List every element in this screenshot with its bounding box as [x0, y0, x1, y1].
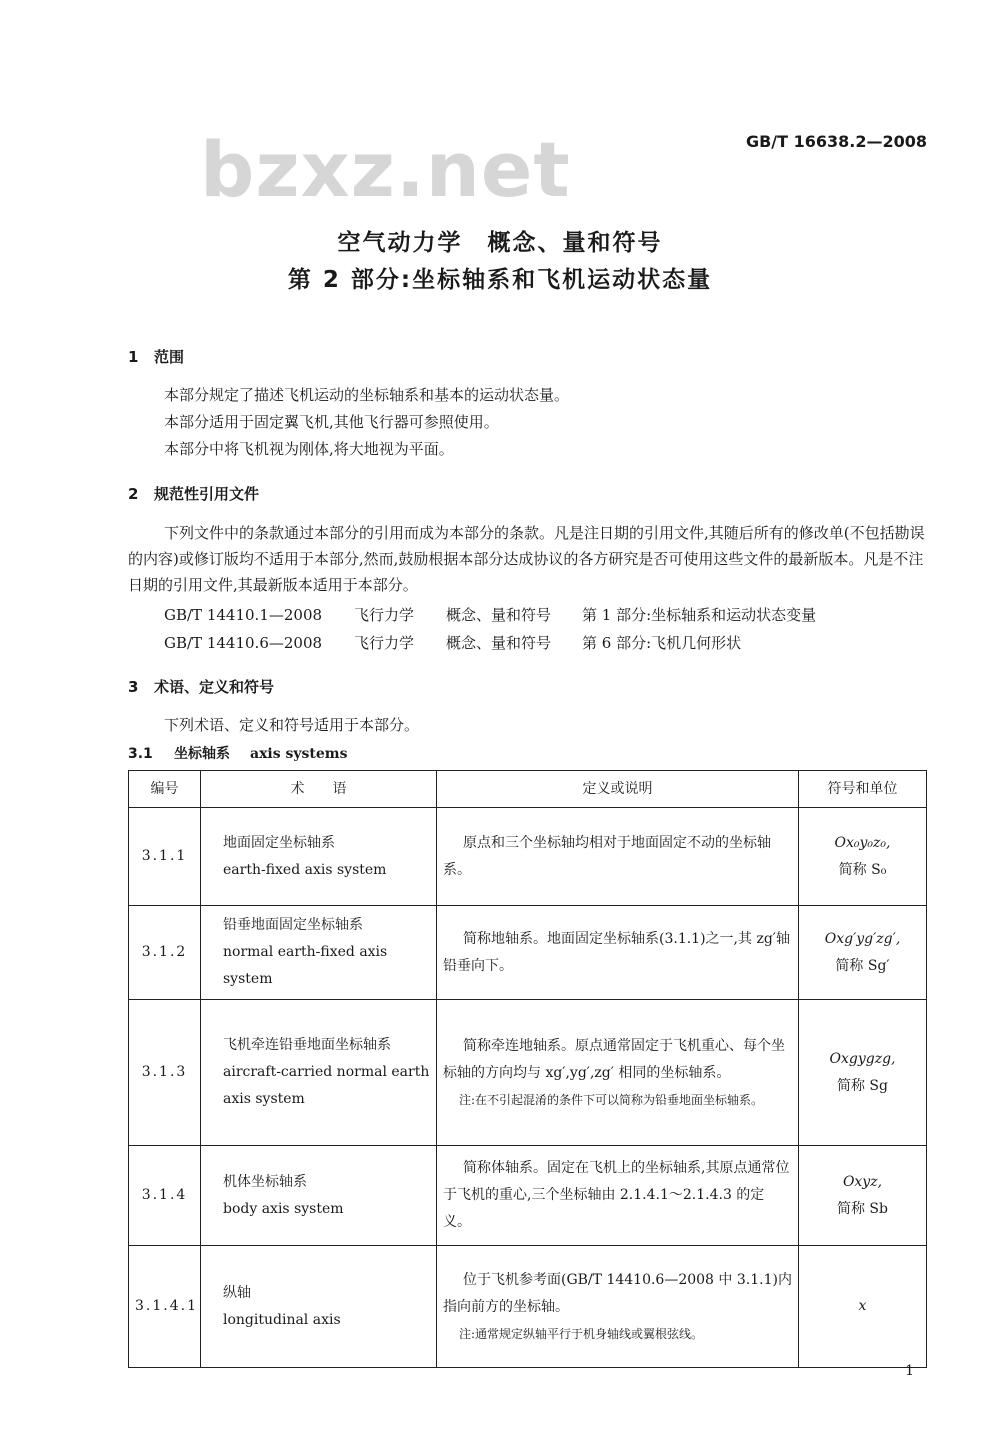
- standard-number: GB/T 16638.2—2008: [745, 132, 927, 151]
- section-heading-normative-references: [128, 483, 259, 504]
- section-number: 3: [128, 678, 139, 696]
- symbol-abbreviation: 简称 S₀: [838, 861, 887, 878]
- term-zh: 纵轴: [223, 1284, 251, 1301]
- term-en: aircraft-carried normal earth axis system: [223, 1064, 430, 1107]
- term-cell: [201, 906, 437, 1000]
- table-header-row: [129, 771, 927, 808]
- symbol: Oxgygzg,: [829, 1050, 896, 1067]
- definition-text: 简称体轴系。固定在飞机上的坐标轴系,其原点通常位于飞机的重心,三个坐标轴由 2.1.4.1～2.1.4.3 的定义。: [443, 1160, 790, 1230]
- definition-note: 注:在不引起混淆的条件下可以简称为铅垂地面坐标轴系。: [459, 1092, 764, 1107]
- definition-text: 简称地轴系。地面固定坐标轴系(3.1.1)之一,其 zg′轴铅垂向下。: [443, 930, 790, 974]
- section-heading-scope: [128, 346, 184, 367]
- watermark: bzxz.net: [200, 125, 571, 214]
- definition-text: 原点和三个坐标轴均相对于地面固定不动的坐标轴系。: [443, 834, 771, 878]
- term-number: 3.1.1: [129, 808, 201, 906]
- paragraph: 下列术语、定义和符号适用于本部分。: [164, 716, 420, 734]
- reference-part: 第 1 部分:坐标轴系和运动状态变量: [582, 606, 817, 624]
- symbol-cell: [799, 808, 927, 906]
- definition-cell: [437, 808, 799, 906]
- definition-cell: [437, 906, 799, 1000]
- symbol-cell: [799, 1000, 927, 1146]
- definition-text: 位于飞机参考面(GB/T 14410.6—2008 中 3.1.1)内指向前方的坐标轴。: [443, 1271, 792, 1315]
- section-number: 1: [128, 348, 139, 366]
- term-number: 3.1.3: [129, 1000, 201, 1146]
- reference-subtitle: 概念、量和符号: [446, 606, 552, 624]
- symbol: Ox₀y₀z₀,: [834, 834, 891, 851]
- table-row: [129, 808, 927, 906]
- term-cell: [201, 808, 437, 906]
- term-cell: [201, 1000, 437, 1146]
- reference-item: [164, 604, 816, 625]
- reference-title: 飞行力学: [354, 634, 415, 652]
- definition-cell: [437, 1000, 799, 1146]
- section-title: 规范性引用文件: [154, 485, 260, 503]
- table-row: [129, 906, 927, 1000]
- term-number: 3.1.4: [129, 1146, 201, 1246]
- symbol-cell: [799, 1246, 927, 1368]
- paragraph: 本部分中将飞机视为刚体,将大地视为平面。: [164, 440, 454, 458]
- section-title: 术语、定义和符号: [154, 678, 275, 696]
- subsection-title-zh: 坐标轴系: [174, 746, 230, 762]
- reference-code: GB/T 14410.6—2008: [164, 634, 323, 652]
- reference-title: 飞行力学: [354, 606, 415, 624]
- term-number: 3.1.2: [129, 906, 201, 1000]
- paragraph: 本部分适用于固定翼飞机,其他飞行器可参照使用。: [164, 413, 499, 431]
- term-cell: [201, 1246, 437, 1368]
- reference-part: 第 6 部分:飞机几何形状: [582, 634, 742, 652]
- paragraph: 本部分规定了描述飞机运动的坐标轴系和基本的运动状态量。: [164, 386, 570, 404]
- term-zh: 机体坐标轴系: [223, 1173, 307, 1190]
- table-row: [129, 1246, 927, 1368]
- column-header: 术 语: [201, 771, 437, 808]
- subsection-number: 3.1: [128, 746, 153, 762]
- term-zh: 地面固定坐标轴系: [223, 834, 335, 851]
- column-header: 符号和单位: [799, 771, 927, 808]
- subsection-title-en: axis systems: [250, 746, 348, 762]
- reference-item: [164, 632, 741, 653]
- term-zh: 飞机牵连铅垂地面坐标轴系: [223, 1037, 391, 1053]
- definition-cell: [437, 1246, 799, 1368]
- definition-note: 注:通常规定纵轴平行于机身轴线或翼根弦线。: [459, 1326, 704, 1341]
- column-header: 定义或说明: [437, 771, 799, 808]
- term-en: body axis system: [223, 1200, 344, 1217]
- section-number: 2: [128, 485, 139, 503]
- symbol-abbreviation: 简称 Sg′: [835, 957, 890, 974]
- symbol: Oxg′yg′zg′,: [824, 930, 901, 947]
- terms-table: [128, 770, 927, 1368]
- term-en: longitudinal axis: [223, 1311, 341, 1328]
- symbol-cell: [799, 906, 927, 1000]
- column-header: 编号: [129, 771, 201, 808]
- doc-title-line2: 第 2 部分:坐标轴系和飞机运动状态量: [287, 267, 713, 293]
- term-en: normal earth-fixed axis system: [223, 944, 388, 987]
- section-title: 范围: [154, 348, 185, 366]
- symbol: x: [858, 1298, 867, 1314]
- definition-cell: [437, 1146, 799, 1246]
- term-en: earth-fixed axis system: [223, 861, 387, 878]
- table-row: [129, 1000, 927, 1146]
- symbol-abbreviation: 简称 Sg: [836, 1077, 888, 1094]
- subsection-heading: [128, 743, 347, 763]
- reference-subtitle: 概念、量和符号: [446, 634, 552, 652]
- term-zh: 铅垂地面固定坐标轴系: [223, 917, 363, 933]
- page-number: 1: [905, 1363, 914, 1379]
- term-cell: [201, 1146, 437, 1246]
- term-number: 3.1.4.1: [129, 1246, 201, 1368]
- symbol-cell: [799, 1146, 927, 1246]
- table-row: [129, 1146, 927, 1246]
- symbol: Oxyz,: [842, 1173, 883, 1190]
- reference-code: GB/T 14410.1—2008: [164, 606, 323, 624]
- symbol-abbreviation: 简称 Sb: [836, 1200, 888, 1217]
- doc-title-line1: 空气动力学 概念、量和符号: [337, 230, 663, 256]
- definition-text: 简称牵连地轴系。原点通常固定于飞机重心、每个坐标轴的方向均与 xg′,yg′,zg′ 相同的坐标轴系。: [443, 1037, 785, 1081]
- section-heading-terms: [128, 676, 274, 697]
- paragraph: 下列文件中的条款通过本部分的引用而成为本部分的条款。凡是注日期的引用文件,其随后所有的修改单(不包括勘误的内容)或修订版均不适用于本部分,然而,鼓励根据本部分达成协议的各方研究是否可使用这些文件的最新版本。凡是不注日期的引用文件,其最新版本适用于本部分。: [128, 524, 925, 594]
